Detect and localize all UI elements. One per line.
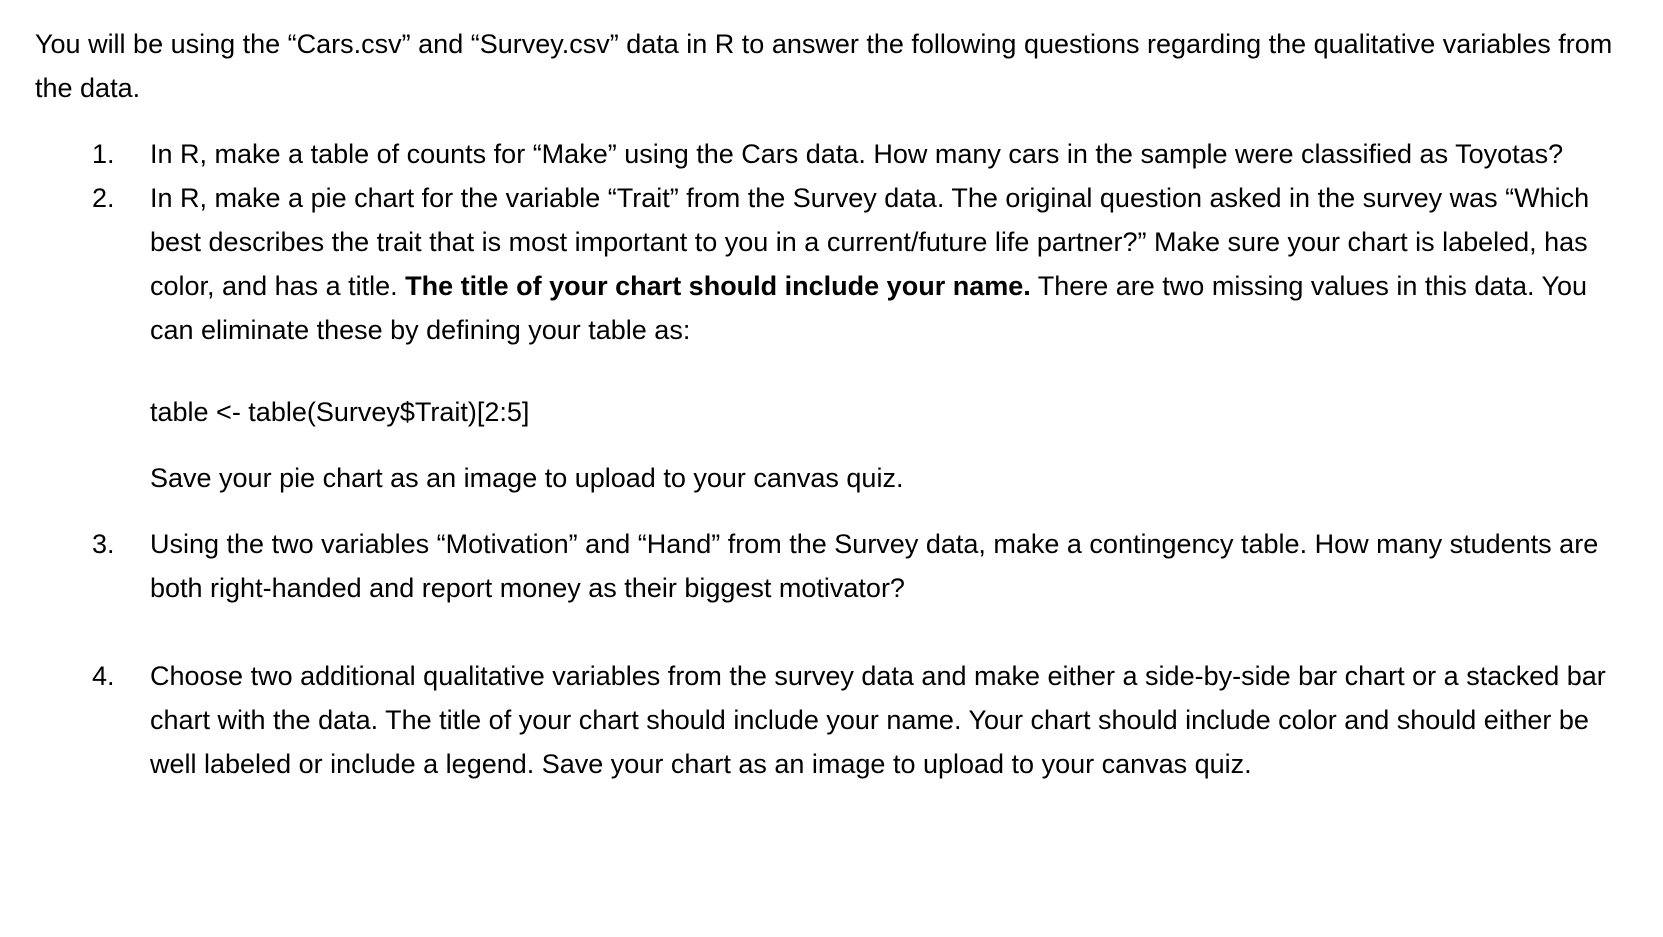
question-1 xyxy=(35,132,1635,176)
question-4 xyxy=(35,654,1635,786)
question-2 xyxy=(35,176,1635,500)
question-list xyxy=(35,132,1635,786)
bold-instruction: The title of your chart should include your name. xyxy=(405,271,1031,301)
question-text xyxy=(150,176,1635,352)
question-text-part: In R, make a pie chart for the variable “Trait” from the Survey data. The original question asked in the survey was “Which best describes the trait that is most important to you in a current/future life partner?” Make sure your chart is labeled, has color, and has a title. xyxy=(150,183,1590,301)
question-3 xyxy=(35,522,1635,610)
document-page xyxy=(35,22,1635,786)
question-text: Choose two additional qualitative variables from the survey data and make either a side-by-side bar chart or a stacked bar chart with the data. The title of your chart should include your name. Your chart should include color and should either be well labeled or include a legend. Save your chart as an image to upload to your canvas quiz. xyxy=(150,661,1606,779)
question-text: In R, make a table of counts for “Make” using the Cars data. How many cars in the sample were classified as Toyotas? xyxy=(150,139,1564,169)
question-number: 1. xyxy=(92,139,115,169)
code-line: table <- table(Survey$Trait)[2:5] xyxy=(150,397,530,427)
question-number: 2. xyxy=(92,183,115,213)
question-text-part: There are two missing values in this data. You can eliminate these by defining your table as: xyxy=(150,271,1588,345)
question-text: Using the two variables “Motivation” and “Hand” from the Survey data, make a contingency table. How many students are both right-handed and report money as their biggest motivator? xyxy=(150,529,1599,603)
question-number: 3. xyxy=(92,529,115,559)
question-number: 4. xyxy=(92,661,115,691)
intro-paragraph: You will be using the “Cars.csv” and “Survey.csv” data in R to answer the following questions regarding the qualitative variables from the data. xyxy=(35,29,1613,103)
save-note: Save your pie chart as an image to upload to your canvas quiz. xyxy=(150,463,904,493)
